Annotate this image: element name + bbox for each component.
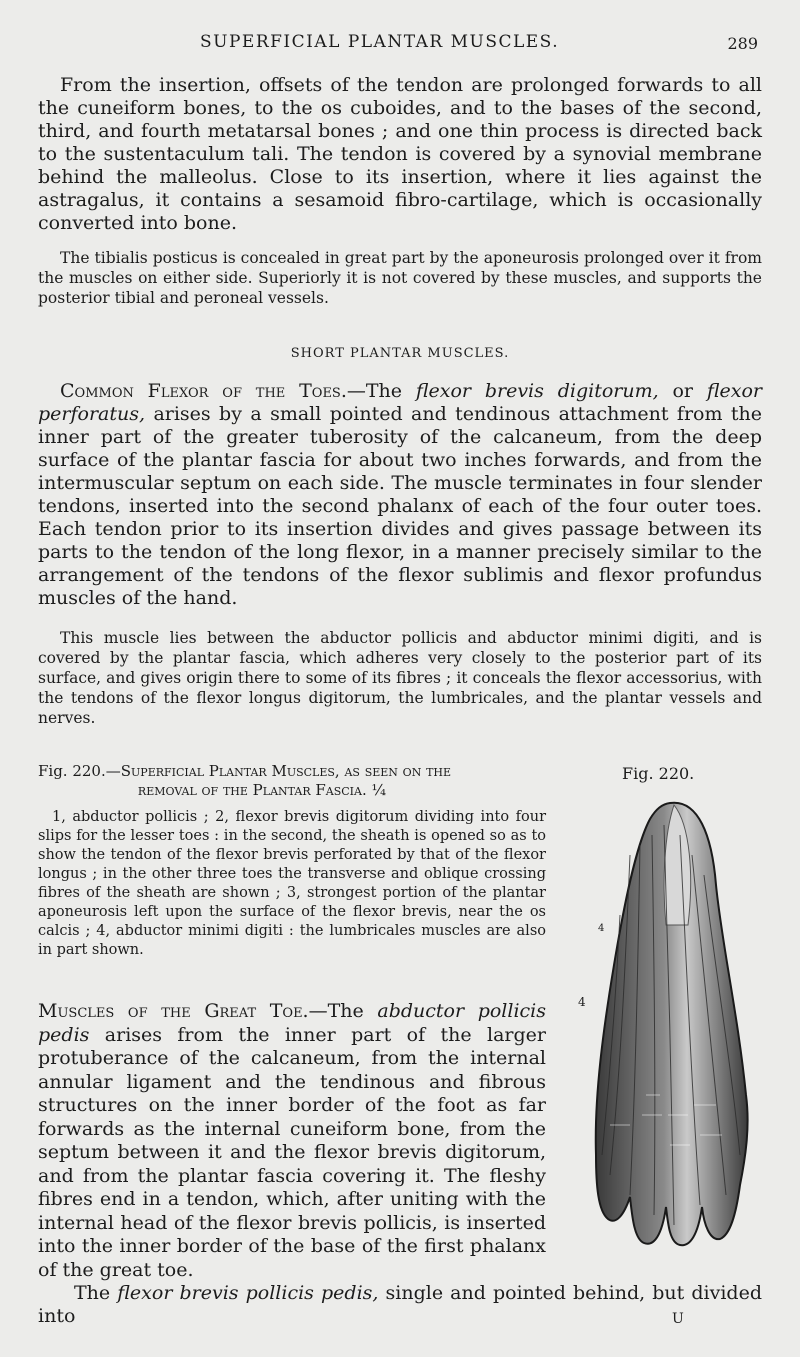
body-text: arises from the inner part of the larger protuberance of the calcaneum, from the internal annular ligament and the tendinous and fibrous structures on the inner border of the foot as far forwards as the internal cuneiform bone, from the septum between it and the flexor brevis digitorum, and from the plantar fascia covering it. The fleshy fibres end in a tendon, which, after uniting with the internal head of the flexor brevis pollicis, is inserted into the inner border of the base of the first phalanx of the great toe.: [38, 1023, 546, 1281]
figure-legend: 1, abductor pollicis ; 2, flexor brevis digitorum dividing into four slips for the lesser toes : in the second, the sheath is opened so as to show the tendon of the flexor brevis perforated by that of the flexor longus ; in the other three toes the transverse and oblique crossing fibres of the sheath are shown ; 3, strongest portion of the plantar aponeurosis left upon the surface of the flexor brevis, near the os calcis ; 4, abductor minimi digiti : the lumbricales muscles are also in part shown.: [38, 809, 546, 958]
section-heading: SHORT PLANTAR MUSCLES.: [290, 346, 510, 361]
dash-text: —The: [308, 1000, 378, 1022]
paragraph-great-toe: [38, 1000, 546, 1282]
paragraph-text: This muscle lies between the abductor pollicis and abductor minimi digiti, and is covered by the plantar fascia, which adheres very closely to the posterior part of its surface, and gives origin there to some of its fibres ; it conceals the flexor accessorius, with the tendons of the flexor longus digitorum, the lumbricales, and the plantar vessels and nerves.: [38, 629, 762, 727]
italic-term: flexor perforatus,: [38, 380, 762, 425]
italic-term: abductor pollicis pedis: [38, 1000, 546, 1046]
running-head: SUPERFICIAL PLANTAR MUSCLES.: [200, 32, 560, 52]
figure-marker-4-lower: 4: [578, 995, 586, 1009]
section-heading-wrap: [38, 346, 762, 361]
dash-text: —The: [346, 380, 416, 402]
figure-marker-4: 4: [598, 923, 605, 934]
foot-muscle-illustration: [570, 795, 770, 1255]
paragraph-text: [38, 380, 762, 610]
figure-title-line1: —Superficial Plantar Muscles, as seen on the: [105, 762, 452, 780]
body-text: arises by a small pointed and tendinous attachment from the inner part of the greater tuberosity of the calcaneum, from the deep surface of the plantar fascia for about two inches forwards, and from the intermuscular septum on each side. The muscle terminates in four slender tendons, inserted into the second phalanx of each of the four outer toes. Each tendon prior to its insertion divides and gives passage between its parts to the tendon of the long flexor, in a manner precisely similar to the arrangement of the tendons of the flexor sublimis and flexor profundus muscles of the hand.: [38, 403, 762, 609]
foot-illustration-svg: [570, 795, 770, 1255]
figure-caption-title: [38, 762, 546, 781]
paragraph-tibialis: [38, 248, 762, 308]
paragraph-text: [38, 1282, 762, 1328]
signature-mark: U: [672, 1311, 684, 1327]
italic-term: flexor brevis pollicis pedis,: [117, 1282, 379, 1304]
lead-heading: Muscles of the Great Toe.: [38, 1000, 309, 1022]
lead-heading: Common Flexor of the Toes.: [60, 380, 347, 402]
paragraph-text: From the insertion, offsets of the tendon are prolonged forwards to all the cuneiform bones, to the os cuboides, and to the bases of the second, third, and fourth metatarsal bones ; and one thin process is directed back to the sustentaculum tali. The tendon is covered by a synovial membrane behind the malleolus. Close to its insertion, where it lies against the astragalus, it contains a sesamoid fibro-cartilage, which is occasionally converted into bone.: [38, 74, 762, 234]
figure-caption: [38, 762, 546, 960]
body-text: single and pointed behind, but divided into: [38, 1282, 762, 1327]
italic-term: flexor brevis digitorum,: [415, 380, 659, 402]
figure-caption-title-2: [38, 781, 486, 800]
paragraph-text: [38, 1000, 546, 1282]
paragraph-muscle-relations: [38, 628, 762, 728]
page-number: 289: [727, 34, 758, 53]
connector-text: or: [658, 380, 707, 402]
paragraph-insertion: [38, 74, 762, 235]
figure-number: Fig. 220.: [38, 762, 106, 780]
figure-title-line2: removal of the Plantar Fascia.: [137, 781, 367, 799]
figure-scale: ¼: [371, 781, 387, 799]
paragraph-flexor-brevis-pollicis: [38, 1282, 762, 1328]
lead-text: The: [74, 1282, 118, 1304]
figure-label: Fig. 220.: [622, 764, 695, 783]
paragraph-common-flexor: [38, 380, 762, 610]
paragraph-text: The tibialis posticus is concealed in great part by the aponeurosis prolonged over it from the muscles on either side. Superiorly it is not covered by these muscles, and supports the posterior tibial and peroneal vessels.: [38, 249, 762, 307]
